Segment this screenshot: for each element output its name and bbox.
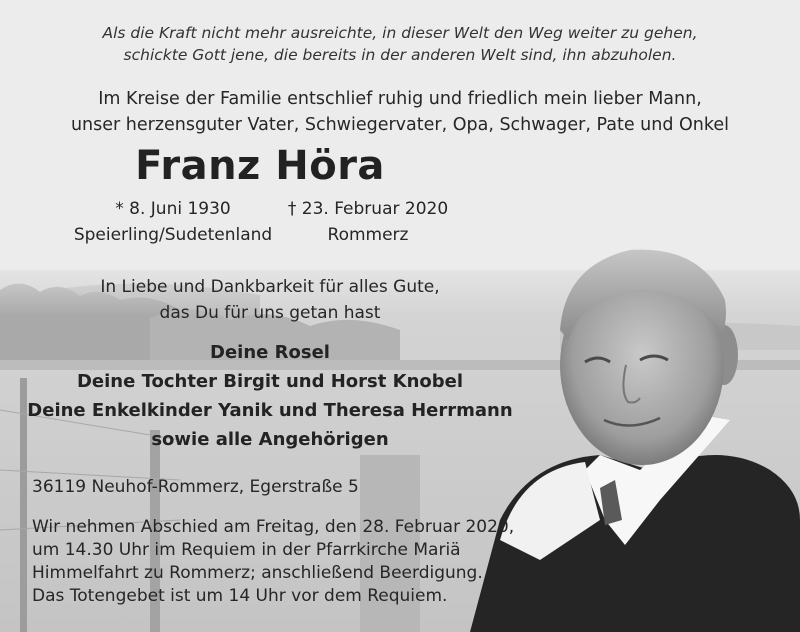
birth-date: * 8. Juni 1930 — [115, 199, 231, 219]
thanks-line-1: In Liebe und Dankbarkeit für alles Gute, — [100, 277, 440, 297]
mourners-list — [20, 338, 520, 454]
quote-line-1: Als die Kraft nicht mehr ausreichte, in dieser Welt den Weg weiter zu gehen, — [102, 24, 698, 42]
death-info — [268, 196, 468, 248]
notice-line-2: um 14.30 Uhr im Requiem in der Pfarrkirche Mariä — [32, 540, 461, 560]
intro-text — [40, 86, 760, 138]
birth-place: Speierling/Sudetenland — [73, 225, 273, 245]
mourner-item: Deine Tochter Birgit und Horst Knobel — [76, 371, 464, 392]
quote-line-2: schickte Gott jene, die bereits in der anderen Welt sind, ihn abzuholen. — [123, 46, 677, 64]
mourner-item: Deine Enkelkinder Yanik und Theresa Herrmann — [27, 400, 513, 421]
deceased-name: Franz Höra — [135, 143, 385, 189]
mourner-item: Deine Rosel — [210, 342, 330, 363]
notice-line-4: Das Totengebet ist um 14 Uhr vor dem Requiem. — [32, 586, 448, 606]
notice-line-3: Himmelfahrt zu Rommerz; anschließend Beerdigung. — [32, 563, 483, 583]
funeral-notice — [32, 516, 552, 608]
intro-line-1: Im Kreise der Familie entschlief ruhig und friedlich mein lieber Mann, — [98, 89, 702, 109]
death-date: † 23. Februar 2020 — [287, 199, 449, 219]
opening-quote — [40, 22, 760, 66]
birth-info — [68, 196, 278, 248]
notice-line-1: Wir nehmen Abschied am Freitag, den 28. Februar 2020, — [32, 517, 515, 537]
death-place: Rommerz — [327, 225, 409, 245]
family-address: 36119 Neuhof-Rommerz, Egerstraße 5 — [32, 477, 359, 497]
thanks-text — [60, 274, 480, 326]
mourner-item: sowie alle Angehörigen — [151, 429, 389, 450]
intro-line-2: unser herzensguter Vater, Schwiegervater, Opa, Schwager, Pate und Onkel — [70, 115, 730, 135]
thanks-line-2: das Du für uns getan hast — [159, 303, 381, 323]
